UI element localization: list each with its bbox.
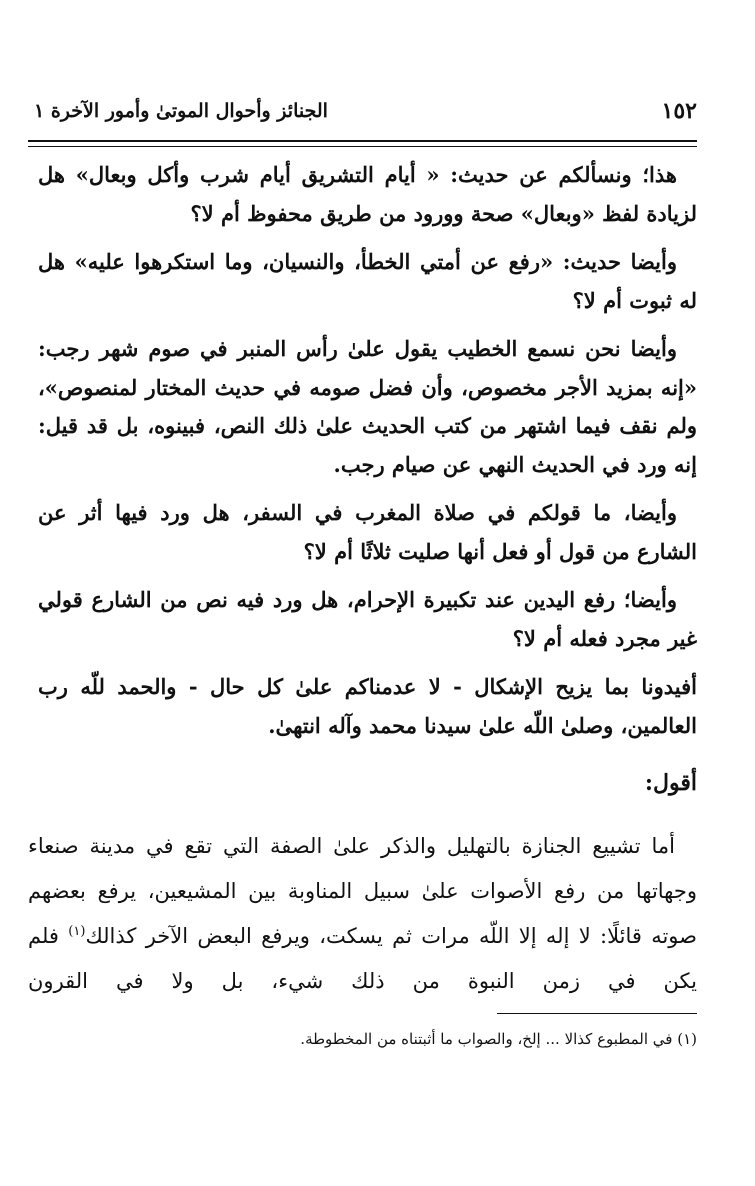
header-rule-thin: [28, 146, 697, 147]
footnote-marker: (١): [68, 924, 86, 939]
page-header: [28, 98, 697, 134]
footnote: (١) في المطبوع كذالا ... إلخ، والصواب ما أثبتناه من المخطوطة.: [300, 1030, 697, 1048]
answer-text-before-note: أما تشييع الجنازة بالتهليل والذكر علىٰ الصفة التي تقع في مدينة صنعاء وجهاتها من رفع الأصوات علىٰ سبيل المناوبة بين المشيعين، يرفع بعضهم صوته قائلًا: لا إله إلا اللّه مرات ثم يسكت، ويرفع البعض الآخر كذالك: [28, 834, 697, 948]
question-paragraph: وأيضا؛ رفع اليدين عند تكبيرة الإحرام، هل ورد فيه نص من الشارع قولي غير مجرد فعله أم لا؟: [38, 587, 697, 651]
answer-paragraph: [28, 824, 697, 1004]
question-paragraph: وأيضا، ما قولكم في صلاة المغرب في السفر، هل ورد فيها أثر عن الشارع من قول أو فعل أنها صليت ثلاثًا أم لا؟: [38, 500, 697, 564]
running-title: الجنائز وأحوال الموتىٰ وأمور الآخرة ١: [34, 100, 328, 122]
page-number: ١٥٢: [661, 98, 697, 124]
answer-text-after-note: فلم يكن في زمن النبوة من ذلك شيء، بل ولا في القرون: [28, 924, 697, 993]
book-page: [28, 0, 697, 1186]
question-paragraph: هذا؛ ونسألكم عن حديث: « أيام التشريق أيام شرب وأكل وبعال» هل لزيادة لفظ «وبعال» صحة وورود من طريق محفوظ أم لا؟: [38, 162, 697, 226]
question-closing: أفيدونا بما يزيح الإشكال - لا عدمناكم علىٰ كل حال - والحمد للّه رب العالمين، وصلىٰ اللّه علىٰ سيدنا محمد وآله انتهىٰ.: [38, 674, 697, 738]
question-paragraph: وأيضا حديث: «رفع عن أمتي الخطأ، والنسيان، وما استكرهوا عليه» هل له ثبوت أم لا؟: [38, 249, 697, 313]
footnote-rule: [497, 1013, 697, 1014]
header-rule-thick: [28, 140, 697, 142]
answer-heading: أقول:: [644, 770, 697, 796]
question-paragraph: وأيضا نحن نسمع الخطيب يقول علىٰ رأس المنبر في صوم شهر رجب: «إنه بمزيد الأجر مخصوص، وأن فضل صومه في حديث المختار لمنصوص»، ولم نقف فيما اشتهر من كتب الحديث علىٰ ذلك النص، فبينوه، بل قد قيل: إنه ورد في الحديث النهي عن صيام رجب.: [38, 336, 697, 477]
answer-text: [28, 824, 697, 1004]
question-text: [38, 156, 697, 755]
